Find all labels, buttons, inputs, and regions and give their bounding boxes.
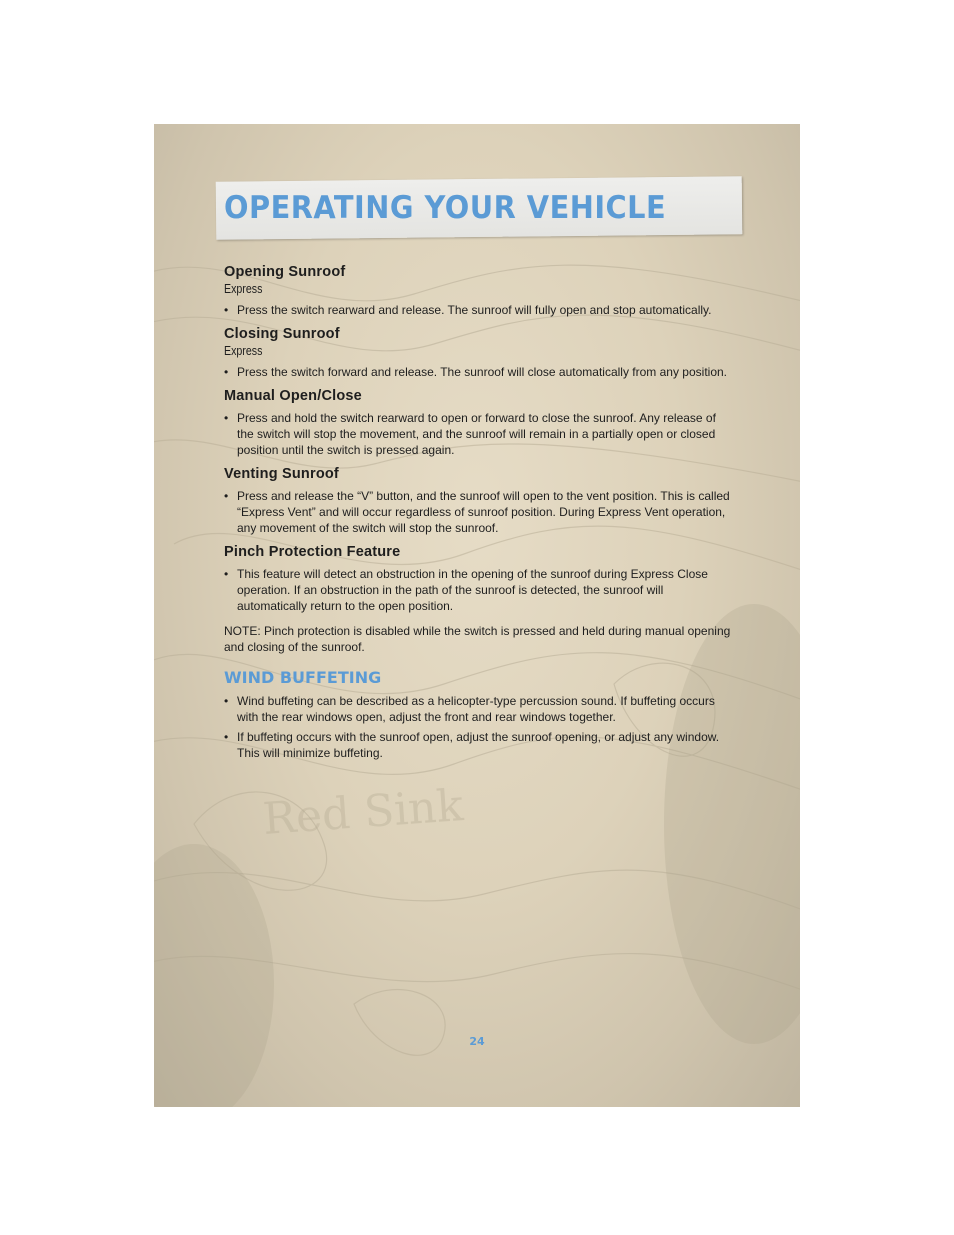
- page-title: OPERATING YOUR VEHICLE: [224, 190, 667, 226]
- list-item: • Wind buffeting can be described as a helicopter-type percussion sound. If buffeting occurs with the rear windows open, adjust the front and rear windows together.: [224, 693, 734, 725]
- section-heading: WIND BUFFETING: [224, 668, 382, 687]
- list-item: • Press and hold the switch rearward to open or forward to close the sunroof. Any release of the switch will stop the movement, and the sunroof will remain in a partially open or closed position until the switch is pressed again.: [224, 410, 734, 458]
- bullet-list: [224, 693, 734, 761]
- list-item: • If buffeting occurs with the sunroof open, adjust the sunroof opening, or adjust any window. This will minimize buffeting.: [224, 729, 734, 761]
- section-wind-buffeting: [224, 668, 734, 761]
- note-text: NOTE: Pinch protection is disabled while the switch is pressed and held during manual opening and closing of the sunroof.: [224, 624, 731, 654]
- section-heading: Pinch Protection Feature: [224, 544, 401, 560]
- bullet-list: [224, 566, 734, 614]
- section-pinch-protection: [224, 544, 734, 655]
- main-content: [224, 264, 734, 761]
- svg-text:Red Sink: Red Sink: [261, 780, 465, 845]
- section-heading: Closing Sunroof: [224, 326, 340, 342]
- list-item: • This feature will detect an obstruction in the opening of the sunroof during Express Close operation. If an obstruction in the path of the sunroof is detected, the sunroof will automatically return to the open position.: [224, 566, 734, 614]
- list-item: • Press the switch forward and release. The sunroof will close automatically from any position.: [224, 364, 734, 380]
- section-venting-sunroof: [224, 466, 734, 536]
- section-heading: Venting Sunroof: [224, 466, 339, 482]
- bullet-list: [224, 410, 734, 458]
- page-number: 24: [469, 1035, 485, 1048]
- list-item: • Press and release the “V” button, and the sunroof will open to the vent position. This is called “Express Vent” and will occur regardless of sunroof position. During Express Vent operation, any movement of the switch will stop the sunroof.: [224, 488, 734, 536]
- section-opening-sunroof: [224, 264, 734, 318]
- list-item: • Press the switch rearward and release. The sunroof will fully open and stop automatically.: [224, 302, 734, 318]
- section-closing-sunroof: [224, 326, 734, 380]
- section-heading: Opening Sunroof: [224, 264, 346, 280]
- page-background: [154, 124, 800, 1107]
- bullet-list: [224, 364, 734, 380]
- section-manual-open-close: [224, 388, 734, 458]
- subheading: Express: [224, 344, 263, 358]
- subheading: Express: [224, 282, 263, 296]
- section-heading: Manual Open/Close: [224, 388, 362, 404]
- bullet-list: [224, 302, 734, 318]
- bullet-list: [224, 488, 734, 536]
